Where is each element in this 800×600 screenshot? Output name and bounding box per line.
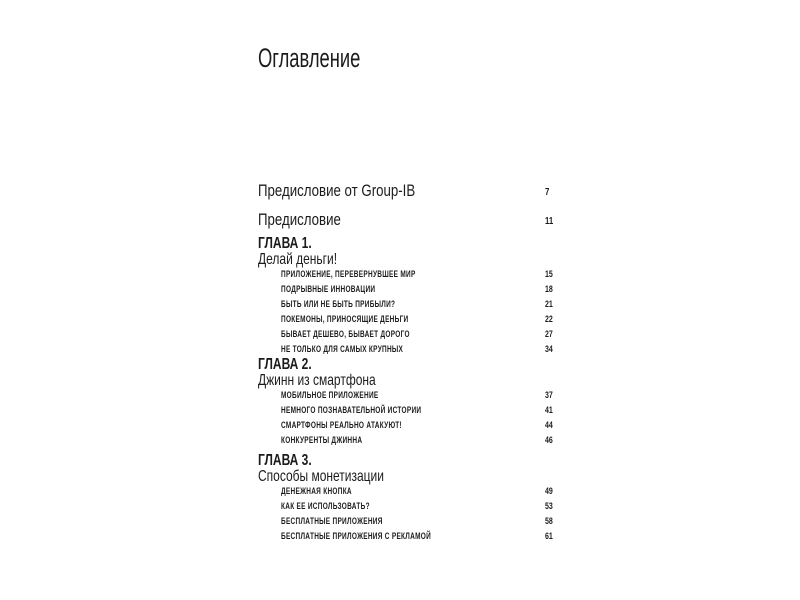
page-title-text: Оглавление bbox=[258, 43, 361, 73]
chapter-number: ГЛАВА 2. bbox=[258, 356, 312, 373]
section-label: МОБИЛЬНОЕ ПРИЛОЖЕНИЕ bbox=[281, 390, 379, 400]
section-page-number: 34 bbox=[545, 344, 553, 354]
section-entry bbox=[258, 342, 554, 357]
page-title bbox=[258, 44, 409, 72]
chapter-number-line bbox=[258, 453, 554, 469]
chapter-title: Способы монетизации bbox=[258, 468, 384, 485]
chapter-title-line bbox=[258, 469, 554, 484]
chapter-sections bbox=[258, 388, 554, 448]
section-entry bbox=[258, 529, 554, 544]
section-label: БЫТЬ ИЛИ НЕ БЫТЬ ПРИБЫЛИ? bbox=[281, 299, 396, 309]
section-entry bbox=[258, 484, 554, 499]
chapter-title: Джинн из смартфона bbox=[258, 372, 376, 389]
chapter-title-line bbox=[258, 252, 554, 267]
section-label: ДЕНЕЖНАЯ КНОПКА bbox=[281, 486, 352, 496]
section-page-number: 61 bbox=[545, 531, 553, 541]
chapter-sections bbox=[258, 267, 554, 357]
section-entry bbox=[258, 327, 554, 342]
chapter-block bbox=[258, 357, 554, 448]
toc-entry bbox=[258, 182, 554, 200]
section-page-number: 22 bbox=[545, 314, 553, 324]
chapter-sections bbox=[258, 484, 554, 544]
toc-entry bbox=[258, 211, 554, 229]
section-page-number: 15 bbox=[545, 269, 553, 279]
section-entry bbox=[258, 433, 554, 448]
section-page-number: 58 bbox=[545, 516, 553, 526]
section-page-number: 21 bbox=[545, 299, 553, 309]
toc bbox=[258, 0, 554, 600]
chapter-number: ГЛАВА 1. bbox=[258, 235, 312, 252]
section-label: БЕСПЛАТНЫЕ ПРИЛОЖЕНИЯ С РЕКЛАМОЙ bbox=[281, 531, 432, 541]
section-page-number: 46 bbox=[545, 435, 553, 445]
section-label: ПОДРЫВНЫЕ ИННОВАЦИИ bbox=[281, 284, 376, 294]
section-label: КОНКУРЕНТЫ ДЖИННА bbox=[281, 435, 363, 445]
chapter-block bbox=[258, 236, 554, 357]
section-page-number: 41 bbox=[545, 405, 553, 415]
section-entry bbox=[258, 514, 554, 529]
section-entry bbox=[258, 499, 554, 514]
chapter-number: ГЛАВА 3. bbox=[258, 452, 312, 469]
section-entry bbox=[258, 297, 554, 312]
section-entry bbox=[258, 418, 554, 433]
section-entry bbox=[258, 403, 554, 418]
chapter-block bbox=[258, 453, 554, 544]
section-page-number: 49 bbox=[545, 486, 553, 496]
toc-entry-label: Предисловие bbox=[258, 210, 341, 229]
chapter-title: Делай деньги! bbox=[258, 251, 338, 268]
section-label: НЕМНОГО ПОЗНАВАТЕЛЬНОЙ ИСТОРИИ bbox=[281, 405, 422, 415]
chapter-number-line bbox=[258, 236, 554, 252]
section-label: КАК ЕЕ ИСПОЛЬЗОВАТЬ? bbox=[281, 501, 370, 511]
toc-entry-page-number: 7 bbox=[545, 187, 550, 198]
section-label: БЫВАЕТ ДЕШЕВО, БЫВАЕТ ДОРОГО bbox=[281, 329, 410, 339]
section-label: ПОКЕМОНЫ, ПРИНОСЯЩИЕ ДЕНЬГИ bbox=[281, 314, 409, 324]
section-label: ПРИЛОЖЕНИЕ, ПЕРЕВЕРНУВШЕЕ МИР bbox=[281, 269, 416, 279]
section-entry bbox=[258, 282, 554, 297]
section-page-number: 18 bbox=[545, 284, 553, 294]
section-entry bbox=[258, 388, 554, 403]
section-label: СМАРТФОНЫ РЕАЛЬНО АТАКУЮТ! bbox=[281, 420, 403, 430]
section-page-number: 37 bbox=[545, 390, 553, 400]
section-page-number: 44 bbox=[545, 420, 553, 430]
toc-entry-page-number: 11 bbox=[545, 216, 554, 227]
toc-entry-label: Предисловие от Group-IB bbox=[258, 181, 416, 200]
chapter-number-line bbox=[258, 357, 554, 373]
section-page-number: 53 bbox=[545, 501, 553, 511]
section-page-number: 27 bbox=[545, 329, 553, 339]
section-entry bbox=[258, 312, 554, 327]
section-label: НЕ ТОЛЬКО ДЛЯ САМЫХ КРУПНЫХ bbox=[281, 344, 404, 354]
section-label: БЕСПЛАТНЫЕ ПРИЛОЖЕНИЯ bbox=[281, 516, 383, 526]
chapter-title-line bbox=[258, 373, 554, 388]
section-entry bbox=[258, 267, 554, 282]
